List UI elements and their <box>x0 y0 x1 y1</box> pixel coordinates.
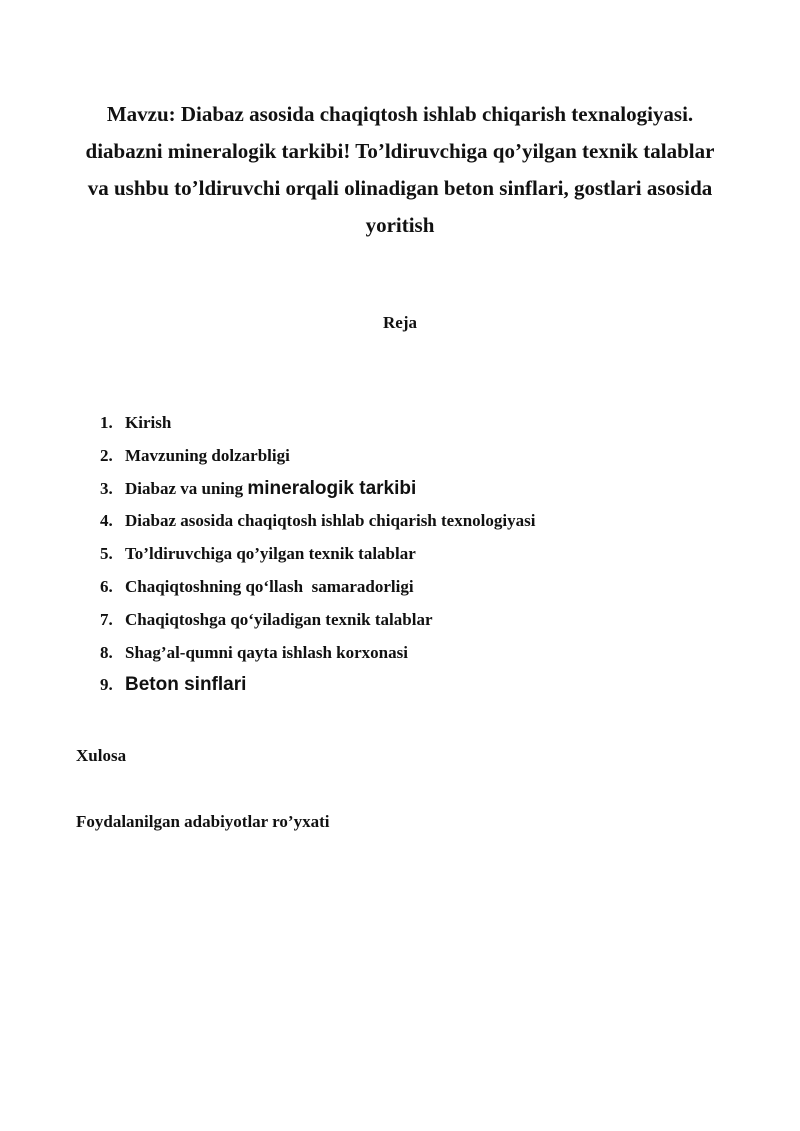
plan-item <box>100 410 535 443</box>
plan-item-text: Mavzuning dolzarbligi <box>125 445 290 465</box>
plan-item-text-large: mineralogik tarkibi <box>247 477 417 499</box>
plan-item-text: Diabaz asosida chaqiqtosh ishlab chiqarish texnologiyasi <box>125 511 536 531</box>
plan-list <box>100 410 535 705</box>
plan-item-number: 1. <box>100 413 113 432</box>
plan-item-text: Kirish <box>125 413 172 432</box>
plan-item-text: To’ldiruvchiga qo’yilgan texnik talablar <box>125 544 416 564</box>
plan-item-number: 2. <box>100 445 113 465</box>
plan-item <box>100 541 535 574</box>
plan-item-number: 7. <box>100 609 113 629</box>
conclusion-heading: Xulosa <box>76 746 127 765</box>
plan-item-text: Chaqiqtoshning qo‘llash samaradorligi <box>125 576 414 596</box>
plan-item-text: Chaqiqtoshga qo‘yiladigan texnik talablar <box>125 609 433 629</box>
plan-item <box>100 640 535 673</box>
plan-item-text: Shag’al-qumni qayta ishlash korxonasi <box>125 642 408 662</box>
title-line-2: diabazni mineralogik tarkibi! To’ldiruvchiga qo’yilgan texnik talablar <box>85 139 715 163</box>
plan-item <box>100 443 535 476</box>
plan-item-number: 8. <box>100 642 113 662</box>
plan-item-number: 5. <box>100 544 113 564</box>
title-line-4: yoritish <box>365 213 435 237</box>
plan-item <box>100 607 535 640</box>
references-heading: Foydalanilgan adabiyotlar ro’yxati <box>76 812 330 831</box>
plan-item-text: Beton sinflari <box>125 674 247 696</box>
plan-item-number: 4. <box>100 511 113 531</box>
plan-heading: Reja <box>383 313 417 332</box>
plan-item-number: 9. <box>100 675 113 695</box>
plan-item-number: 6. <box>100 576 113 596</box>
plan-item <box>100 508 535 541</box>
plan-item-number: 3. <box>100 478 113 498</box>
document-title <box>60 96 740 244</box>
title-line-3: va ushbu to’ldiruvchi orqali olinadigan beton sinflari, gostlari asosida <box>87 176 713 200</box>
plan-item-text: Diabaz va uning <box>125 478 248 498</box>
plan-item <box>100 672 535 705</box>
plan-item <box>100 574 535 607</box>
plan-item <box>100 476 535 509</box>
title-line-1: Mavzu: Diabaz asosida chaqiqtosh ishlab chiqarish texnalogiyasi. <box>106 102 694 126</box>
